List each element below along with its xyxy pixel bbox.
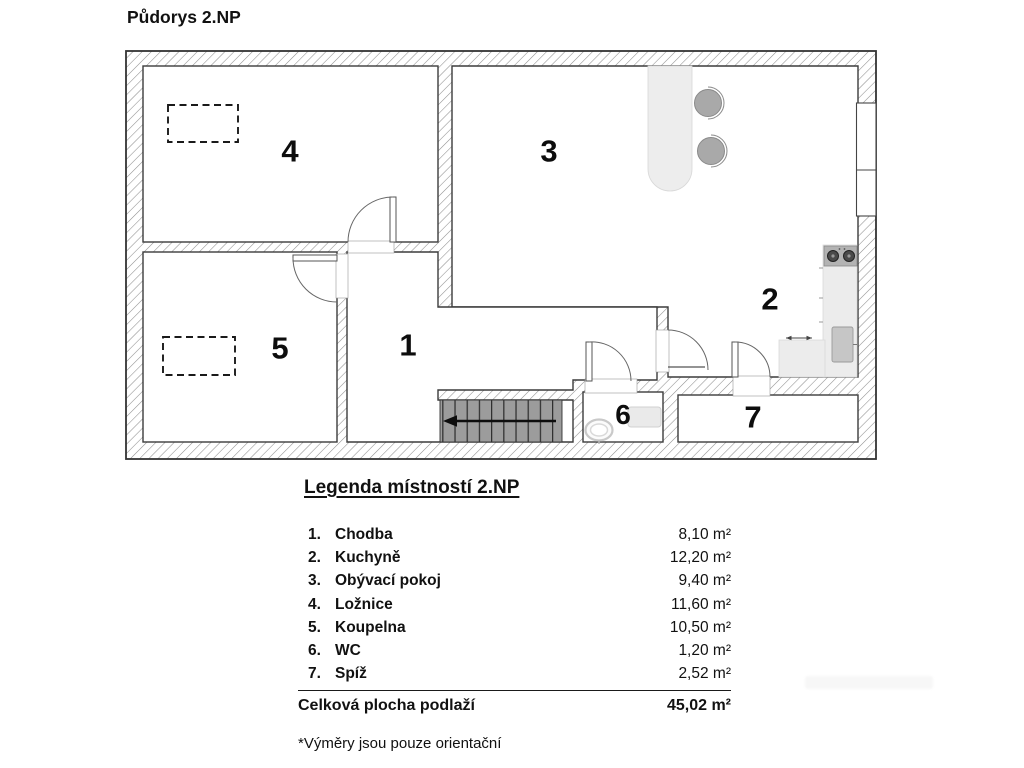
door-leaf-pantry <box>732 342 738 377</box>
room-label-2: 2 <box>761 281 779 317</box>
legend-footnote: *Výměry jsou pouze orientační <box>298 735 502 753</box>
bar-stool-1 <box>695 90 722 117</box>
burner-2-center <box>847 254 850 257</box>
legend-row <box>298 523 731 546</box>
legend-row <box>298 546 731 569</box>
room-name: WC <box>335 642 361 660</box>
total-area: 45,02 m² <box>666 697 731 715</box>
room-label-6: 6 <box>615 399 631 430</box>
page-title: Půdorys 2.NP <box>127 7 241 27</box>
room-number: 6. <box>308 642 321 660</box>
room-number: 1. <box>308 525 321 543</box>
door-opening-wc <box>585 379 637 393</box>
watermark <box>805 676 933 689</box>
wc-sink-icon <box>628 407 661 427</box>
room-name: Chodba <box>335 525 393 543</box>
legend-row <box>298 639 731 662</box>
legend-row <box>298 663 731 686</box>
room-label-1: 1 <box>399 327 417 363</box>
room-number: 5. <box>308 618 321 636</box>
floor-plan <box>125 50 877 460</box>
room-label-7: 7 <box>744 399 762 435</box>
room-area: 12,20 m² <box>669 548 731 566</box>
room-7-floor <box>678 395 858 442</box>
room-area: 9,40 m² <box>678 572 731 590</box>
room-name: Kuchyně <box>335 548 401 566</box>
legend-rows <box>298 523 731 686</box>
floor-plan-drawing <box>125 50 877 460</box>
room-number: 3. <box>308 572 321 590</box>
legend-total-row <box>298 690 731 717</box>
door-leaf-room5 <box>293 255 337 261</box>
room-legend <box>298 477 731 752</box>
room-name: Obývací pokoj <box>335 572 441 590</box>
door-opening-kitchen <box>656 330 669 372</box>
cooktop-knob-1 <box>839 248 841 250</box>
room-5-floor <box>143 252 337 442</box>
door-opening-room4 <box>348 241 394 253</box>
room-area: 2,52 m² <box>678 665 731 683</box>
room-area: 11,60 m² <box>670 595 731 613</box>
room-number: 7. <box>308 665 321 683</box>
cooktop-knob-2 <box>844 248 846 250</box>
legend-row <box>298 593 731 616</box>
door-opening-room5 <box>336 254 348 298</box>
room-name: Ložnice <box>335 595 393 613</box>
room-name: Koupelna <box>335 618 406 636</box>
kitchen-sink-icon <box>832 327 853 362</box>
room-number: 2. <box>308 548 321 566</box>
door-opening-pantry <box>733 376 770 396</box>
total-label: Celková plocha podlaží <box>298 697 475 715</box>
room-label-4: 4 <box>281 133 299 169</box>
bar-counter <box>648 66 692 191</box>
room-area: 8,10 m² <box>678 525 731 543</box>
room-number: 4. <box>308 595 321 613</box>
legend-row <box>298 570 731 593</box>
window-right-wall <box>857 103 877 216</box>
room-label-3: 3 <box>540 133 558 169</box>
room-label-5: 5 <box>271 330 289 366</box>
bar-stool-2 <box>698 138 725 165</box>
room-area: 10,50 m² <box>669 618 731 636</box>
room-name: Spíž <box>335 665 367 683</box>
door-leaf-wc <box>586 342 592 381</box>
legend-row <box>298 616 731 639</box>
toilet-bowl <box>591 424 608 436</box>
door-leaf-room4 <box>390 197 396 242</box>
burner-1-center <box>831 254 834 257</box>
room-area: 1,20 m² <box>678 642 731 660</box>
kitchen-counter-horizontal <box>779 340 825 377</box>
legend-title: Legenda místností 2.NP <box>304 477 520 498</box>
